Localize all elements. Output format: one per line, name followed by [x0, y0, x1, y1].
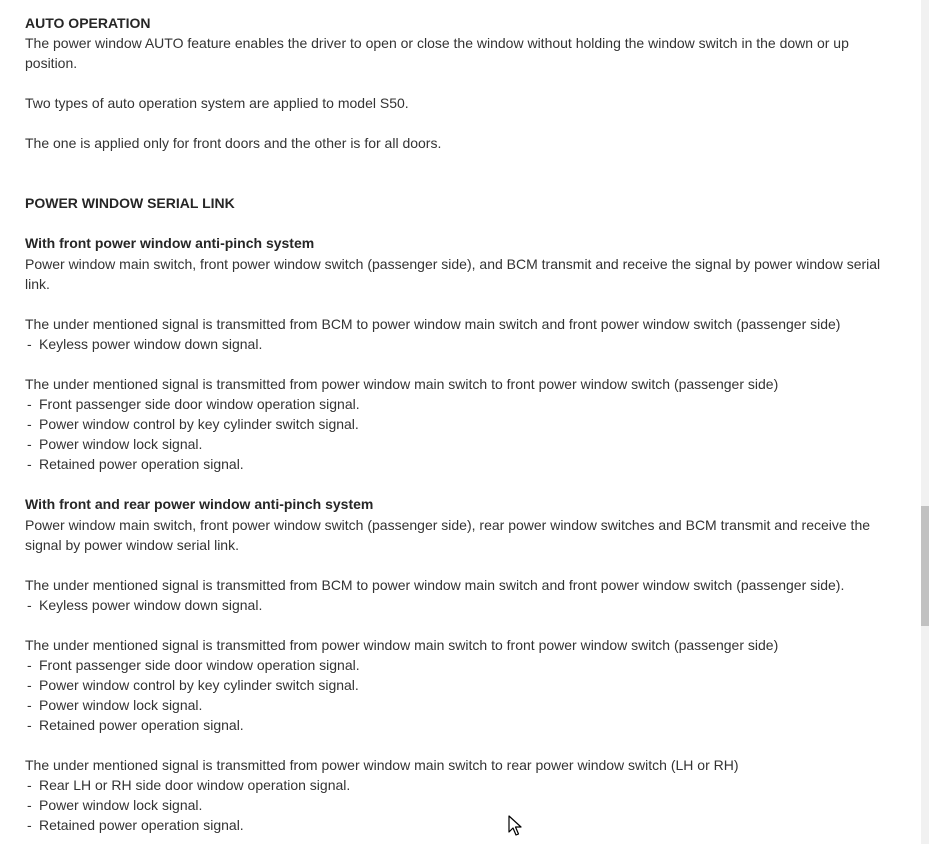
bullet-dash: - [27, 777, 32, 793]
auto-operation-paragraph-1: The power window AUTO feature enables the driver to open or close the window without holding the window switch in the down or up position. [25, 35, 849, 71]
list-item: - Keyless power window down signal. [27, 336, 263, 352]
list-item: - Retained power operation signal. [27, 817, 244, 833]
front-rear-group2-title: The under mentioned signal is transmitted from power window main switch to front power window switch (passenger side) [25, 637, 779, 653]
list-item: - Keyless power window down signal. [27, 597, 263, 613]
serial-link-heading: POWER WINDOW SERIAL LINK [25, 195, 235, 211]
list-item: - Retained power operation signal. [27, 717, 244, 733]
auto-operation-paragraph-2: Two types of auto operation system are applied to model S50. [25, 95, 409, 111]
list-item: - Power window lock signal. [27, 436, 203, 452]
mouse-pointer-icon [508, 815, 522, 837]
front-group2-title: The under mentioned signal is transmitted from power window main switch to front power window switch (passenger side) [25, 376, 779, 392]
front-rear-group3-title: The under mentioned signal is transmitted from power window main switch to rear power window switch (LH or RH) [25, 757, 739, 773]
front-system-intro: Power window main switch, front power window switch (passenger side), and BCM transmit and receive the signal by power window serial link. [25, 256, 881, 292]
front-rear-system-intro: Power window main switch, front power window switch (passenger side), rear power window switches and BCM transmit and receive the signal by power window serial link. [25, 517, 871, 553]
auto-operation-heading: AUTO OPERATION [25, 15, 151, 31]
auto-operation-paragraph-3: The one is applied only for front doors and the other is for all doors. [25, 135, 442, 151]
scrollbar-thumb[interactable] [921, 506, 929, 626]
list-item: - Power window control by key cylinder switch signal. [27, 416, 359, 432]
list-item: - Front passenger side door window operation signal. [27, 657, 360, 673]
front-rear-system-subheading: With front and rear power window anti-pinch system [25, 496, 374, 512]
bullet-dash: - [27, 697, 32, 713]
front-system-subheading: With front power window anti-pinch system [25, 235, 315, 251]
bullet-dash: - [27, 396, 32, 412]
document-content [25, 13, 900, 835]
bullet-dash: - [27, 657, 32, 673]
list-item: - Power window lock signal. [27, 697, 203, 713]
bullet-dash: - [27, 677, 32, 693]
bullet-dash: - [27, 336, 32, 352]
bullet-dash: - [27, 597, 32, 613]
bullet-dash: - [27, 416, 32, 432]
list-item: - Retained power operation signal. [27, 456, 244, 472]
list-item: - Power window control by key cylinder switch signal. [27, 677, 359, 693]
bullet-dash: - [27, 717, 32, 733]
bullet-dash: - [27, 456, 32, 472]
front-group1-title: The under mentioned signal is transmitted from BCM to power window main switch and front power window switch (passenger side) [25, 316, 841, 332]
vertical-scrollbar[interactable] [921, 0, 929, 844]
bullet-dash: - [27, 797, 32, 813]
bullet-dash: - [27, 817, 32, 833]
list-item: - Rear LH or RH side door window operation signal. [27, 777, 351, 793]
bullet-dash: - [27, 436, 32, 452]
list-item: - Front passenger side door window operation signal. [27, 396, 360, 412]
list-item: - Power window lock signal. [27, 797, 203, 813]
front-rear-group1-title: The under mentioned signal is transmitted from BCM to power window main switch and front power window switch (passenger side). [25, 577, 845, 593]
